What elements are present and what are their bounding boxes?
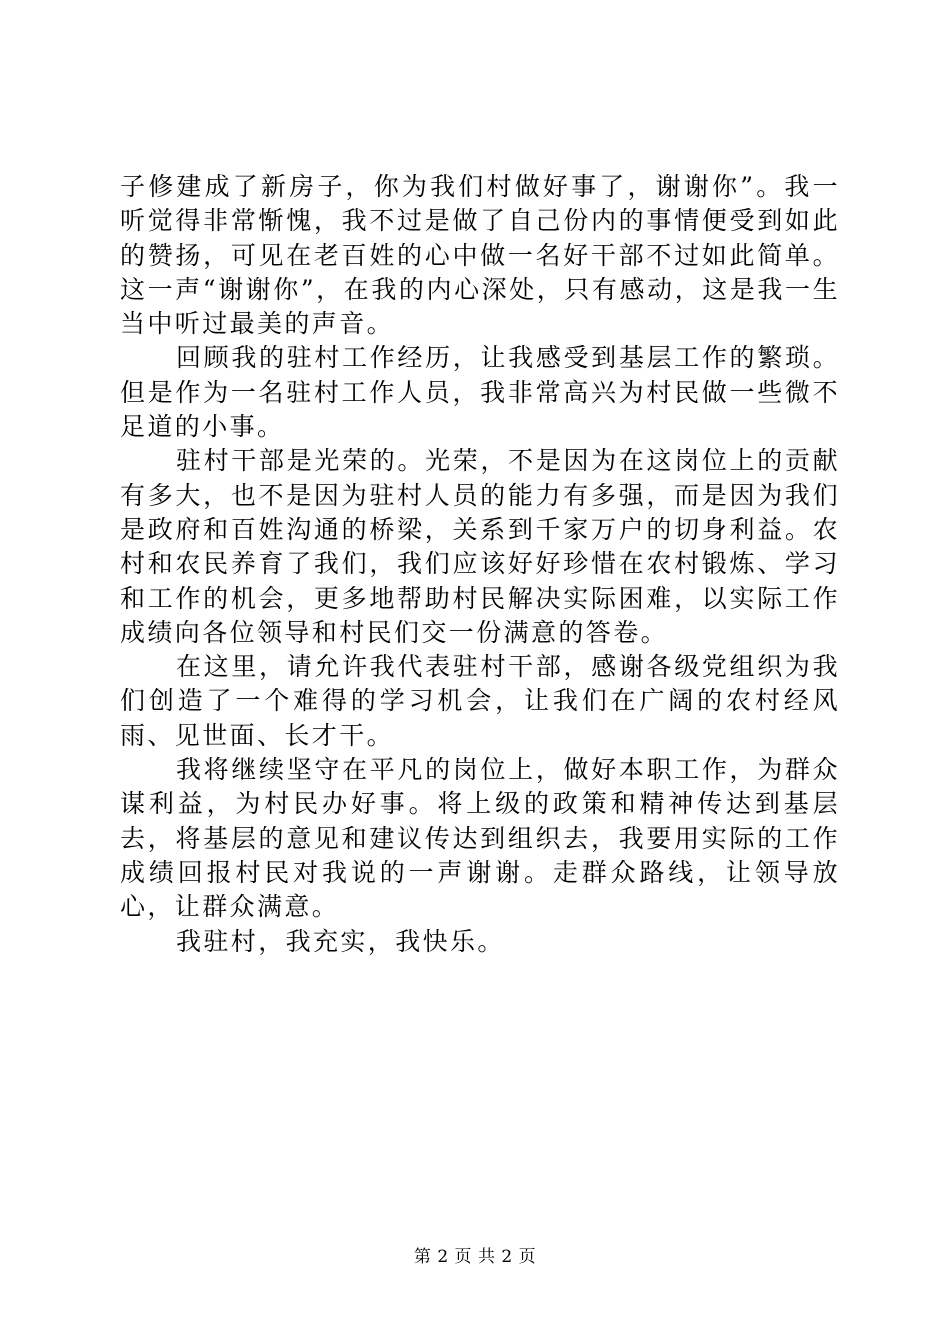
- paragraph-6: 我驻村，我充实，我快乐。: [176, 926, 505, 956]
- document-body: [120, 170, 840, 959]
- paragraph-2: 回顾我的驻村工作经历，让我感受到基层工作的繁琐。但是作为一名驻村工作人员，我非常高兴为村民做一些微不足道的小事。: [120, 343, 840, 442]
- page-number-footer: 第 2 页 共 2 页: [413, 1247, 537, 1267]
- paragraph-1: 子修建成了新房子，你为我们村做好事了，谢谢你”。我一听觉得非常惭愧，我不过是做了自己份内的事情便受到如此的赞扬，可见在老百姓的心中做一名好干部不过如此简单。这一声“谢谢你”，在我的内心深处，只有感动，这是我一生当中听过最美的声音。: [120, 172, 840, 339]
- paragraph-3: 驻村干部是光荣的。光荣，不是因为在这岗位上的贡献有多大，也不是因为驻村人员的能力有多强，而是因为我们是政府和百姓沟通的桥梁，关系到千家万户的切身利益。农村和农民养育了我们，我们应该好好珍惜在农村锻炼、学习和工作的机会，更多地帮助村民解决实际困难，以实际工作成绩向各位领导和村民们交一份满意的答卷。: [120, 446, 840, 647]
- paragraph-4: 在这里，请允许我代表驻村干部，感谢各级党组织为我们创造了一个难得的学习机会，让我们在广阔的农村经风雨、见世面、长才干。: [120, 652, 840, 750]
- paragraph-5: 我将继续坚守在平凡的岗位上，做好本职工作，为群众谋利益，为村民办好事。将上级的政策和精神传达到基层去，将基层的意见和建议传达到组织去，我要用实际的工作成绩回报村民对我说的一声谢谢。走群众路线，让领导放心，让群众满意。: [120, 755, 840, 922]
